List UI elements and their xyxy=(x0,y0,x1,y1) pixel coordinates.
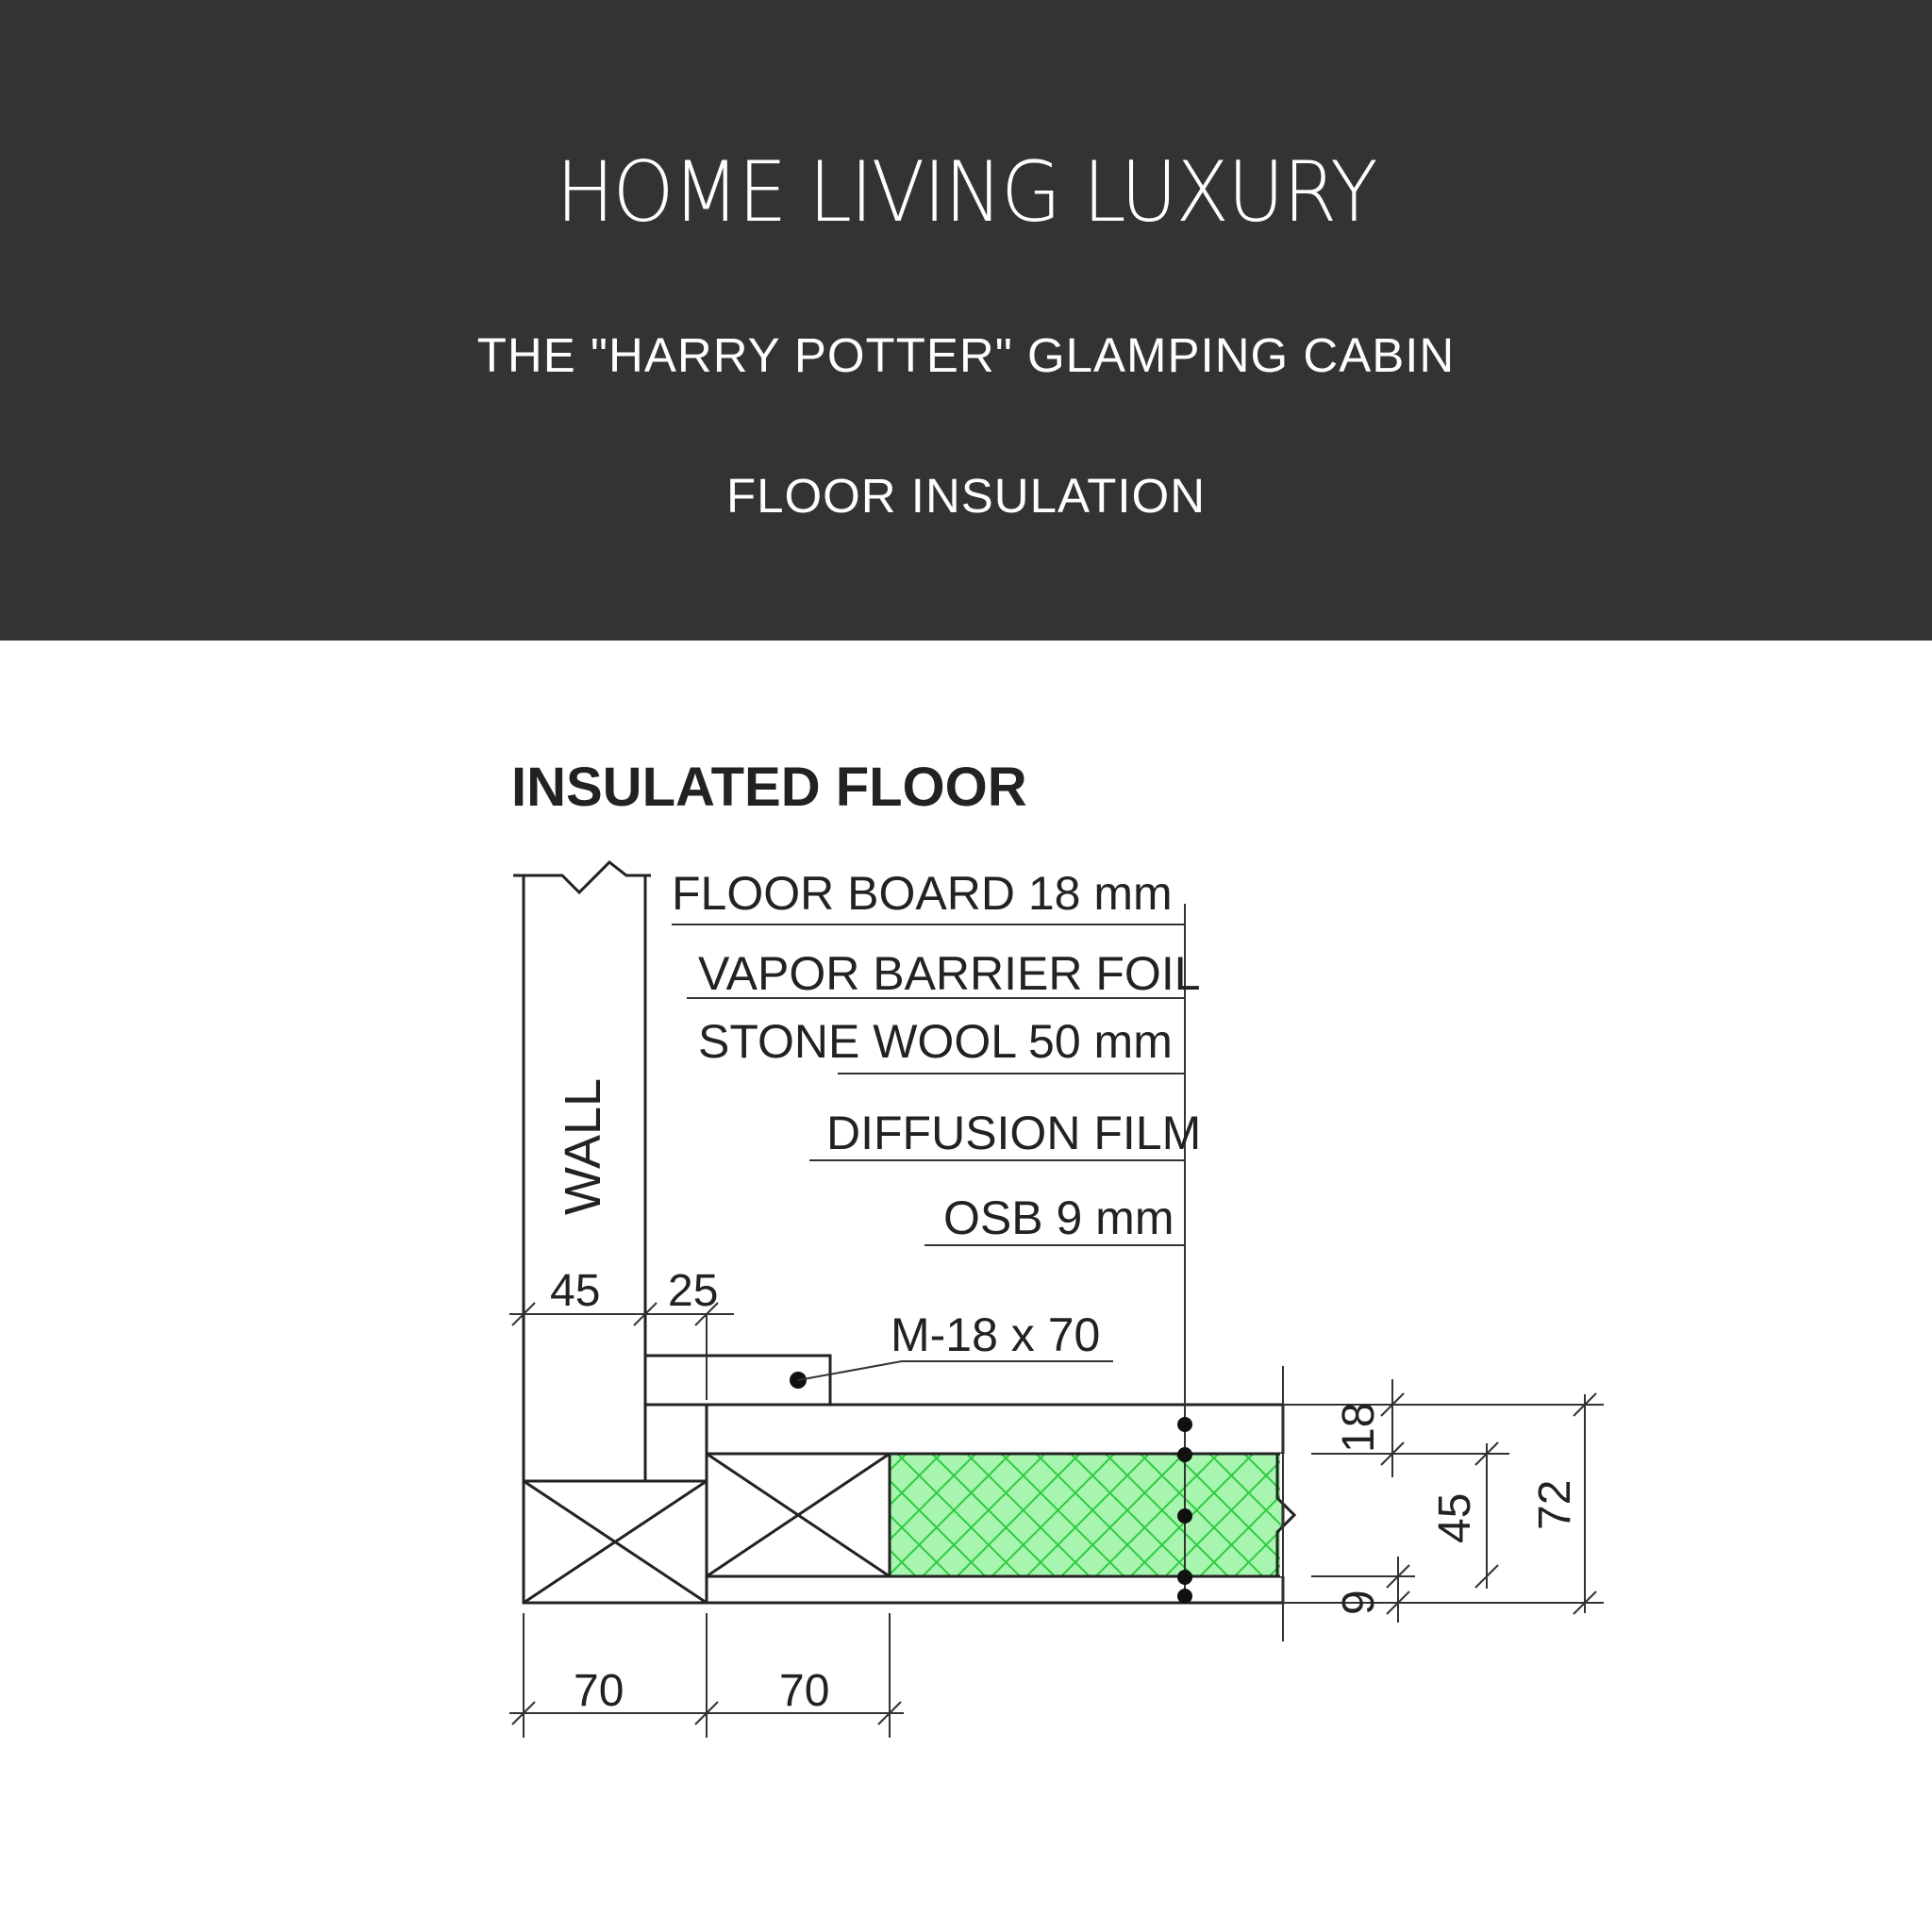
diagram-title: INSULATED FLOOR xyxy=(511,757,1027,818)
dim-beam-right: 70 xyxy=(779,1666,830,1716)
section-title: FLOOR INSULATION xyxy=(725,469,1207,523)
dim-insulation: 45 xyxy=(1430,1492,1480,1543)
dim-wall-thickness: 45 xyxy=(550,1266,601,1316)
dim-floorboard: 18 xyxy=(1334,1402,1384,1453)
wall xyxy=(513,862,707,1603)
layer-label-vapor-barrier: VAPOR BARRIER FOIL xyxy=(698,947,1201,1000)
cabin-subtitle: THE "HARRY POTTER" GLAMPING CABIN xyxy=(476,328,1456,382)
layer-label-stone-wool: STONE WOOL 50 mm xyxy=(698,1015,1173,1068)
layer-label-osb: OSB 9 mm xyxy=(943,1191,1174,1244)
layer-label-floorboard: FLOOR BOARD 18 mm xyxy=(672,867,1173,920)
dim-beam-left: 70 xyxy=(574,1666,625,1716)
dim-osb: 9 xyxy=(1334,1590,1384,1615)
dim-total: 72 xyxy=(1530,1479,1580,1530)
brand-title: HOME LIVING LUXURY xyxy=(556,143,1376,241)
dim-batten-offset: 25 xyxy=(668,1266,719,1316)
screw-label: M-18 x 70 xyxy=(891,1308,1101,1361)
wall-label: WALL xyxy=(555,1077,611,1215)
floor-structure xyxy=(707,1405,1296,1603)
layer-label-diffusion-film: DIFFUSION FILM xyxy=(826,1107,1202,1159)
